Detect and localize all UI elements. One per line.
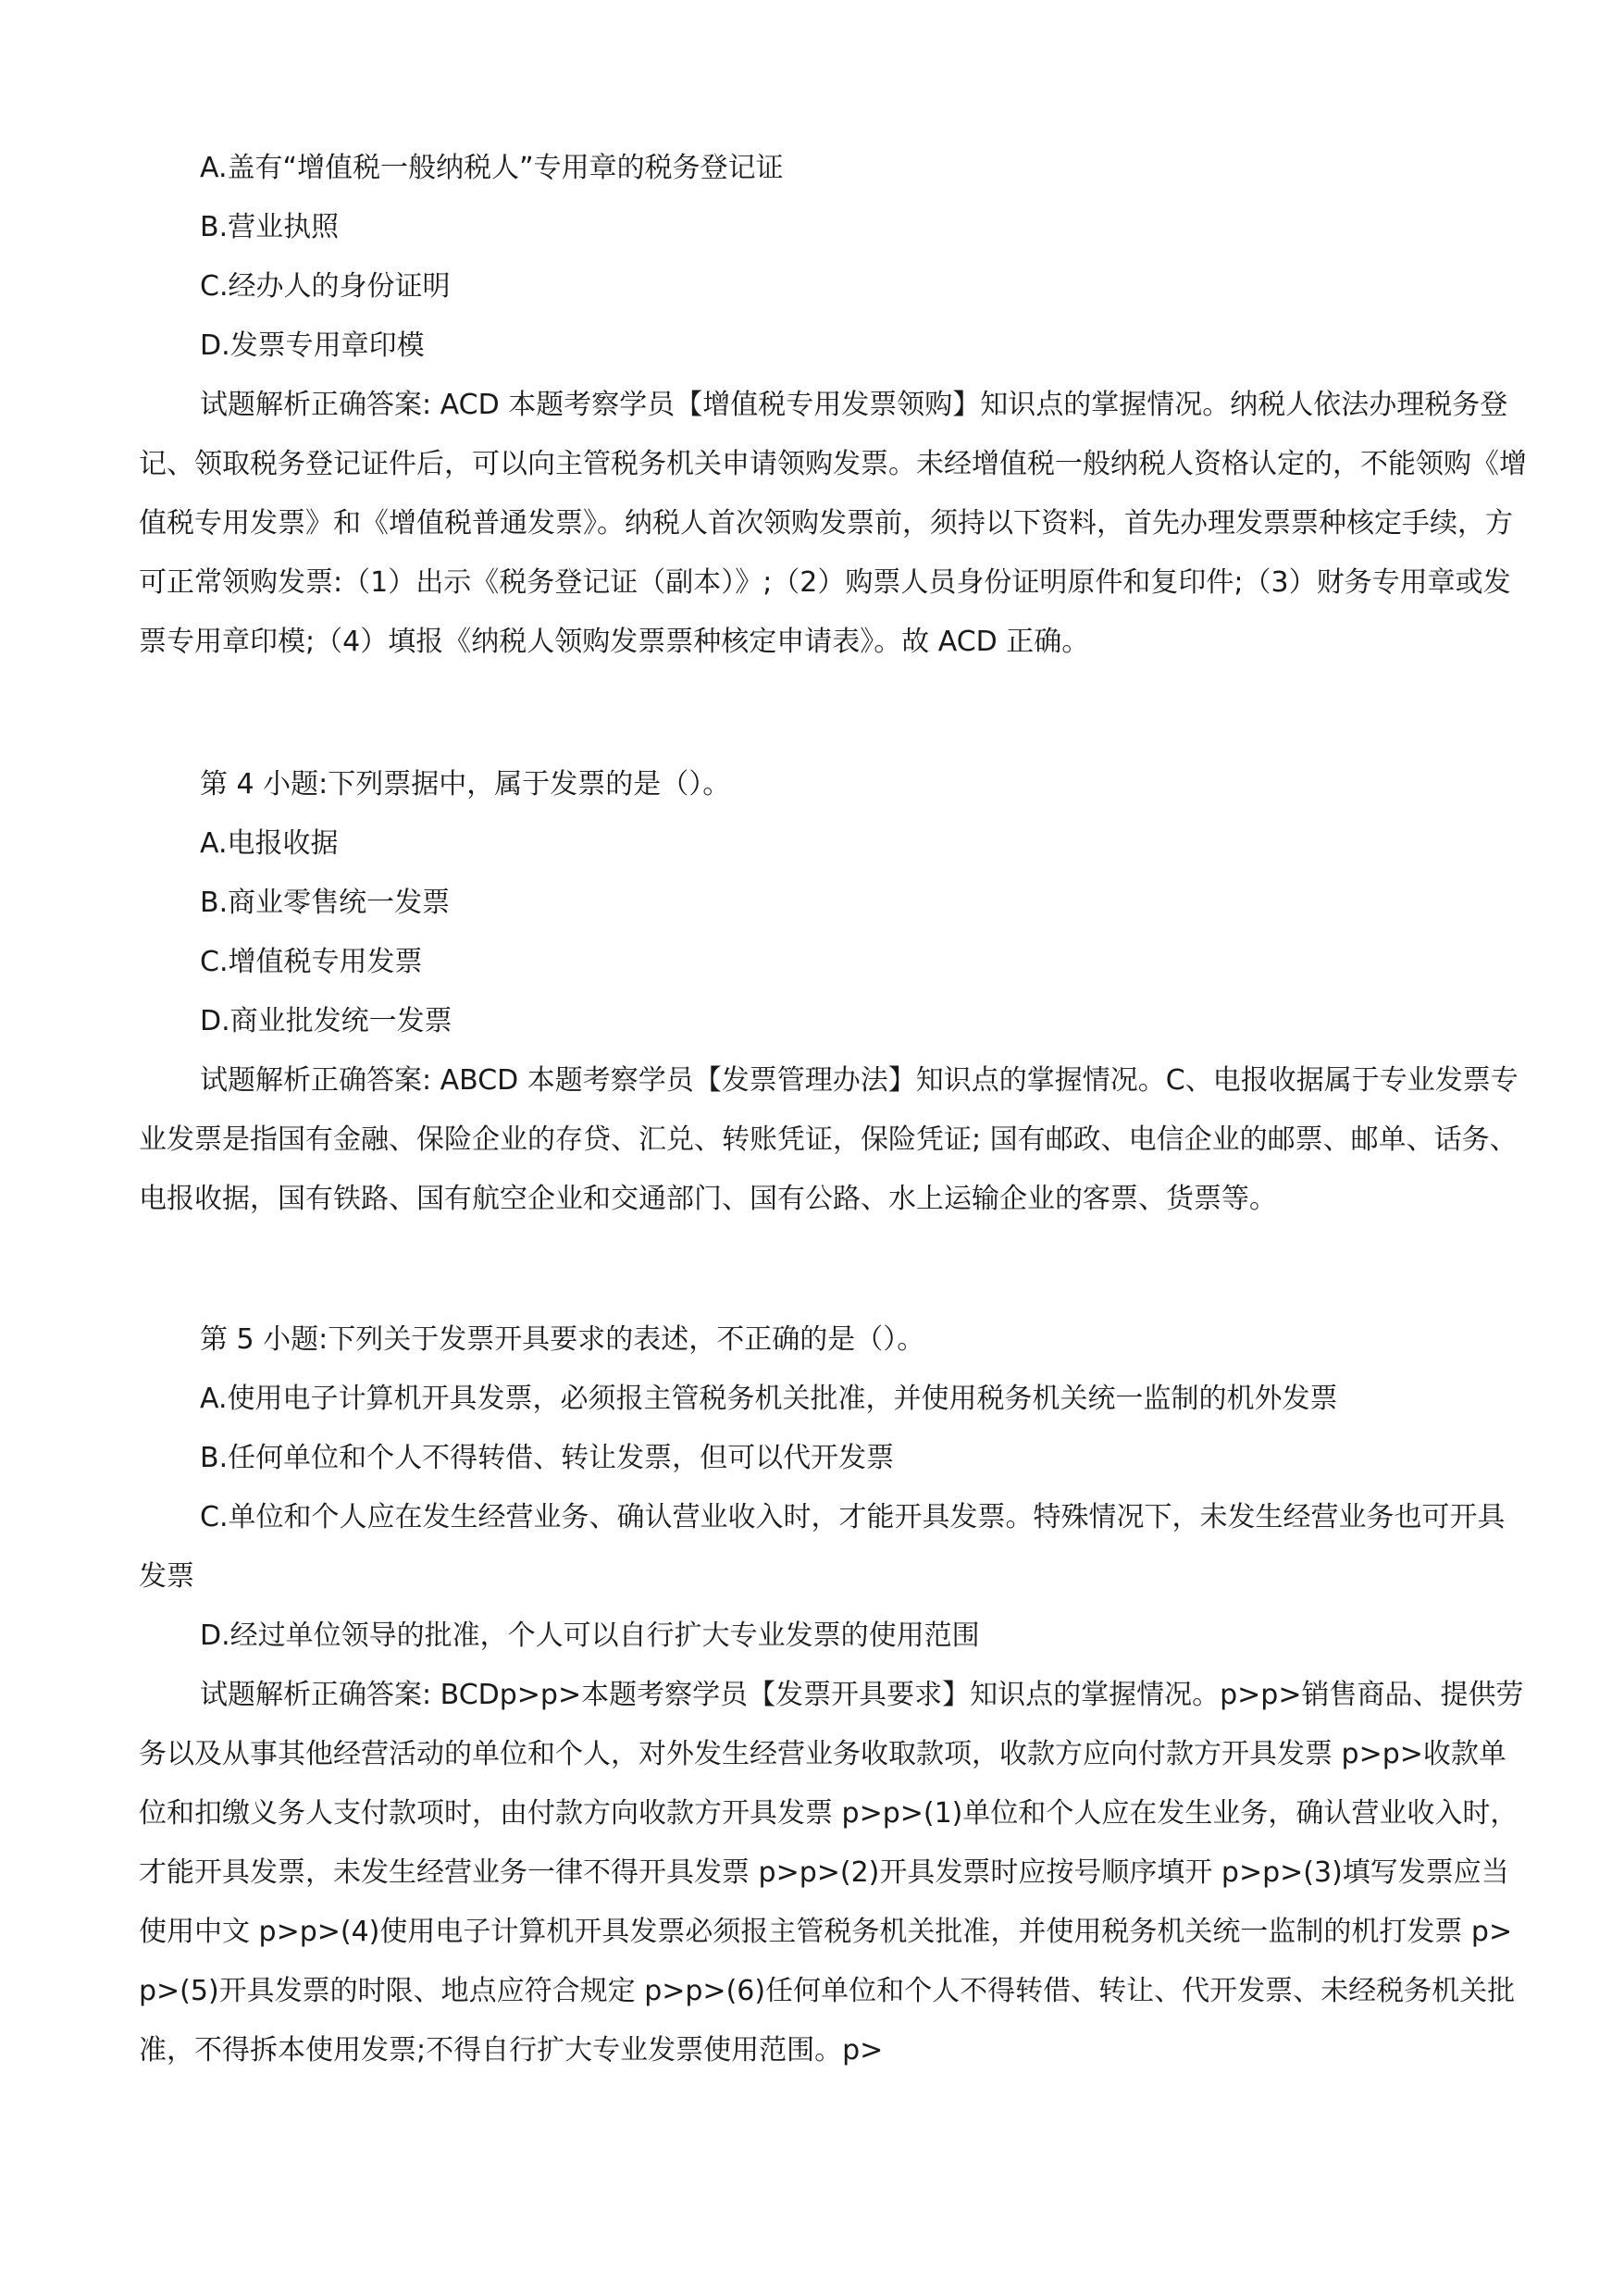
q5-option-d: D.经过单位领导的批准，个人可以自行扩大专业发票的使用范围 xyxy=(200,1620,980,1652)
q4-option-b: B.商业零售统一发票 xyxy=(200,887,451,919)
q4-analysis: 试题解析正确答案: ABCD 本题考察学员【发票管理办法】知识点的掌握情况。C、电报收据属于专业发票专业发票是指国有金融、保险企业的存贷、汇兑、转账凭证，保险凭证; 国有邮政、电信企业的邮票、邮单、话务、电报收据，国有铁路、国有航空企业和交通部门、国有公路、水上运输企业的客票、货票等。 xyxy=(139,1064,1519,1215)
q3-option-b: B.营业执照 xyxy=(200,211,340,243)
q5-question: 第 5 小题:下列关于发票开具要求的表述，不正确的是（）。 xyxy=(200,1323,925,1356)
q3-option-d: D.发票专用章印模 xyxy=(200,329,425,362)
q3-option-c: C.经办人的身份证明 xyxy=(200,270,451,303)
q4-option-c: C.增值税专用发票 xyxy=(200,946,423,978)
q5-option-b: B.任何单位和个人不得转借、转让发票，但可以代开发票 xyxy=(200,1442,895,1474)
q3-analysis: 试题解析正确答案: ACD 本题考察学员【增值税专用发票领购】知识点的掌握情况。纳税人依法办理税务登记、领取税务登记证件后，可以向主管税务机关申请领购发票。未经增值税一般纳税人资格认定的，不能领购《增值税专用发票》和《增值税普通发票》。纳税人首次领购发票前，须持以下资料，首先办理发票票种核定手续，方可正常领购发票:（1）出示《税务登记证（副本）》;（2）购票人员身份证明原件和复印件;（3）财务专用章或发票专用章印模;（4）填报《纳税人领购发票票种核定申请表》。故 ACD 正确。 xyxy=(139,389,1527,658)
q5-option-c: C.单位和个人应在发生经营业务、确认营业收入时，才能开具发票。特殊情况下，未发生经营业务也可开具发票 xyxy=(139,1501,1506,1593)
q4-option-d: D.商业批发统一发票 xyxy=(200,1005,452,1037)
q4-option-a: A.电报收据 xyxy=(200,827,339,860)
q5-analysis: 试题解析正确答案: BCDp>p>本题考察学员【发票开具要求】知识点的掌握情况。p>p>销售商品、提供劳务以及从事其他经营活动的单位和个人，对外发生经营业务收取款项，收款方应向付款方开具发票 p>p>收款单位和扣缴义务人支付款项时，由付款方向收款方开具发票 p>p>(1)单位和个人应在发生业务，确认营业收入时，才能开具发票，未发生经营业务一律不得开具发票 p>p>(2)开具发票时应按号顺序填开 p>p>(3)填写发票应当使用中文 p>p>(4)使用电子计算机开具发票必须报主管税务机关批准，并使用税务机关统一监制的机打发票 p>p>(5)开具发票的时限、地点应符合规定 p>p>(6)任何单位和个人不得转借、转让、代开发票、未经税务机关批准，不得拆本使用发票;不得自行扩大专业发票使用范围。p> xyxy=(139,1679,1524,2066)
q4-question: 第 4 小题:下列票据中，属于发票的是（）。 xyxy=(200,768,731,800)
q3-option-a: A.盖有“增值税一般纳税人”专用章的税务登记证 xyxy=(200,152,784,184)
q5-option-a: A.使用电子计算机开具发票，必须报主管税务机关批准，并使用税务机关统一监制的机外发票 xyxy=(200,1383,1338,1415)
